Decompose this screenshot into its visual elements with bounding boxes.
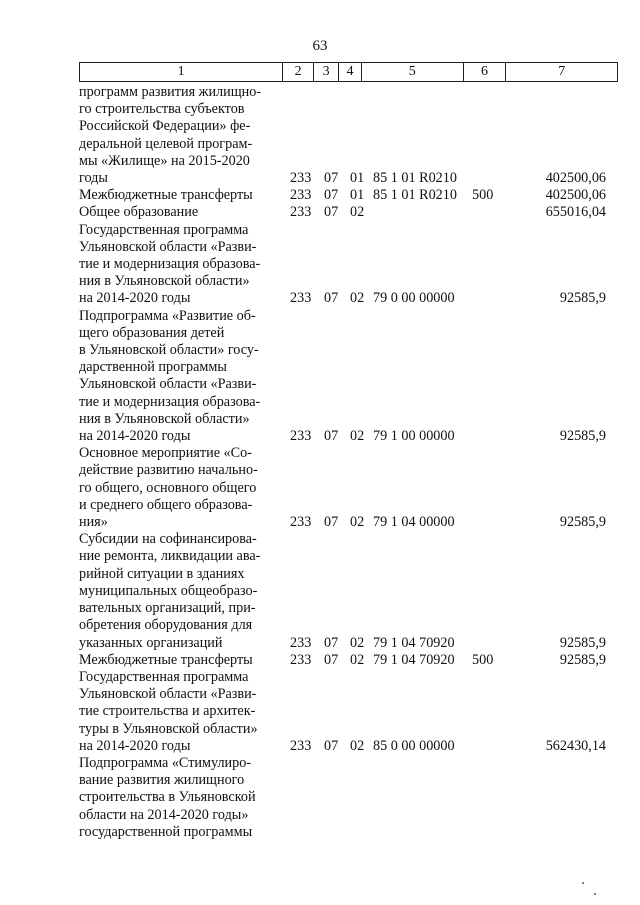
row-code-subsection: 02 (350, 634, 365, 651)
row-code-admin: 233 (290, 204, 312, 221)
row-code-type: 500 (472, 651, 494, 668)
table-row (79, 445, 618, 531)
row-code-section: 07 (324, 428, 339, 445)
page-number: 63 (312, 38, 328, 54)
row-code-target: 85 1 01 R0210 (373, 170, 457, 187)
scan-speck (582, 882, 584, 884)
row-name: Межбюджетные трансферты (79, 187, 253, 204)
row-code-target: 79 1 04 70920 (373, 651, 455, 668)
row-code-section: 07 (324, 170, 339, 187)
row-code-target: 79 1 00 00000 (373, 428, 455, 445)
table-row (79, 531, 618, 651)
row-name: Межбюджетные трансферты (79, 651, 253, 668)
row-code-admin: 233 (290, 737, 312, 754)
row-amount: 402500,06 (545, 170, 606, 187)
row-amount: 92585,9 (559, 514, 606, 531)
row-amount: 562430,14 (545, 737, 606, 754)
header-col-2: 2 (283, 63, 314, 81)
header-col-4: 4 (339, 63, 362, 81)
header-col-6: 6 (464, 63, 507, 81)
row-code-subsection: 02 (350, 204, 365, 221)
row-name: Подпрограмма «Стимулиро- вание развития жилищного строительства в Ульяновской области на 2014-2020 годы» государственной программы (79, 754, 256, 840)
table-header (79, 62, 618, 82)
scan-speck (594, 893, 596, 895)
row-code-section: 07 (324, 204, 339, 221)
row-name: Общее образование (79, 204, 199, 221)
row-code-target: 79 1 04 00000 (373, 514, 455, 531)
row-name: Государственная программа Ульяновской области «Разви- тие и модернизация образова- ния в Ульяновской области» на 2014-2020 годы (79, 221, 261, 307)
row-name: Субсидии на софинансирова- ние ремонта, ликвидации ава- рийной ситуации в зданиях муниципальных общеобразо- вательных организаций, при- обретения оборудования для указанных организаций (79, 531, 261, 651)
row-code-admin: 233 (290, 651, 312, 668)
table-row (79, 652, 618, 669)
header-col-3: 3 (314, 63, 339, 81)
row-name: Подпрограмма «Развитие об- щего образования детей в Ульяновской области» госу- дарственной программы Ульяновской области «Разви- тие и модернизация образова- ния в Ульяновской области» на 2014-2020 годы (79, 307, 261, 445)
table-row (79, 755, 618, 841)
row-amount: 92585,9 (559, 651, 606, 668)
row-code-target: 79 0 00 00000 (373, 290, 455, 307)
table-row (79, 204, 618, 221)
row-code-subsection: 01 (350, 170, 365, 187)
table-row (79, 669, 618, 755)
row-code-admin: 233 (290, 187, 312, 204)
row-amount: 92585,9 (559, 634, 606, 651)
table-row (79, 187, 618, 204)
row-code-admin: 233 (290, 634, 312, 651)
row-code-section: 07 (324, 290, 339, 307)
row-amount: 92585,9 (559, 428, 606, 445)
row-code-section: 07 (324, 634, 339, 651)
row-code-type: 500 (472, 187, 494, 204)
row-code-target: 85 0 00 00000 (373, 737, 455, 754)
header-col-7: 7 (558, 64, 566, 79)
row-code-subsection: 01 (350, 187, 365, 204)
row-code-target: 79 1 04 70920 (373, 634, 455, 651)
row-code-section: 07 (324, 187, 339, 204)
table-body (79, 84, 618, 841)
row-code-section: 07 (324, 651, 339, 668)
row-code-subsection: 02 (350, 737, 365, 754)
row-amount: 92585,9 (559, 290, 606, 307)
table-row (79, 84, 618, 187)
row-code-admin: 233 (290, 428, 312, 445)
row-code-section: 07 (324, 514, 339, 531)
row-code-subsection: 02 (350, 651, 365, 668)
header-col-1: 1 (80, 63, 283, 81)
row-code-admin: 233 (290, 290, 312, 307)
row-code-subsection: 02 (350, 514, 365, 531)
row-code-subsection: 02 (350, 290, 365, 307)
row-code-section: 07 (324, 737, 339, 754)
row-amount: 402500,06 (545, 187, 606, 204)
row-name: Государственная программа Ульяновской области «Разви- тие строительства и архитек- туры в Ульяновской области» на 2014-2020 годы (79, 668, 258, 754)
row-code-subsection: 02 (350, 428, 365, 445)
row-name: Основное мероприятие «Со- действие развитию начально- го общего, основного общего и среднего общего образова- ния» (79, 445, 258, 531)
row-code-target: 85 1 01 R0210 (373, 187, 457, 204)
header-col-5: 5 (362, 63, 464, 81)
table-row (79, 222, 618, 308)
row-code-admin: 233 (290, 170, 312, 187)
row-code-admin: 233 (290, 514, 312, 531)
row-amount: 655016,04 (545, 204, 606, 221)
table-row (79, 308, 618, 446)
row-name: программ развития жилищно- го строительства субъектов Российской Федерации» фе- деральной целевой програм- мы «Жилище» на 2015-2020 годы (79, 84, 262, 187)
